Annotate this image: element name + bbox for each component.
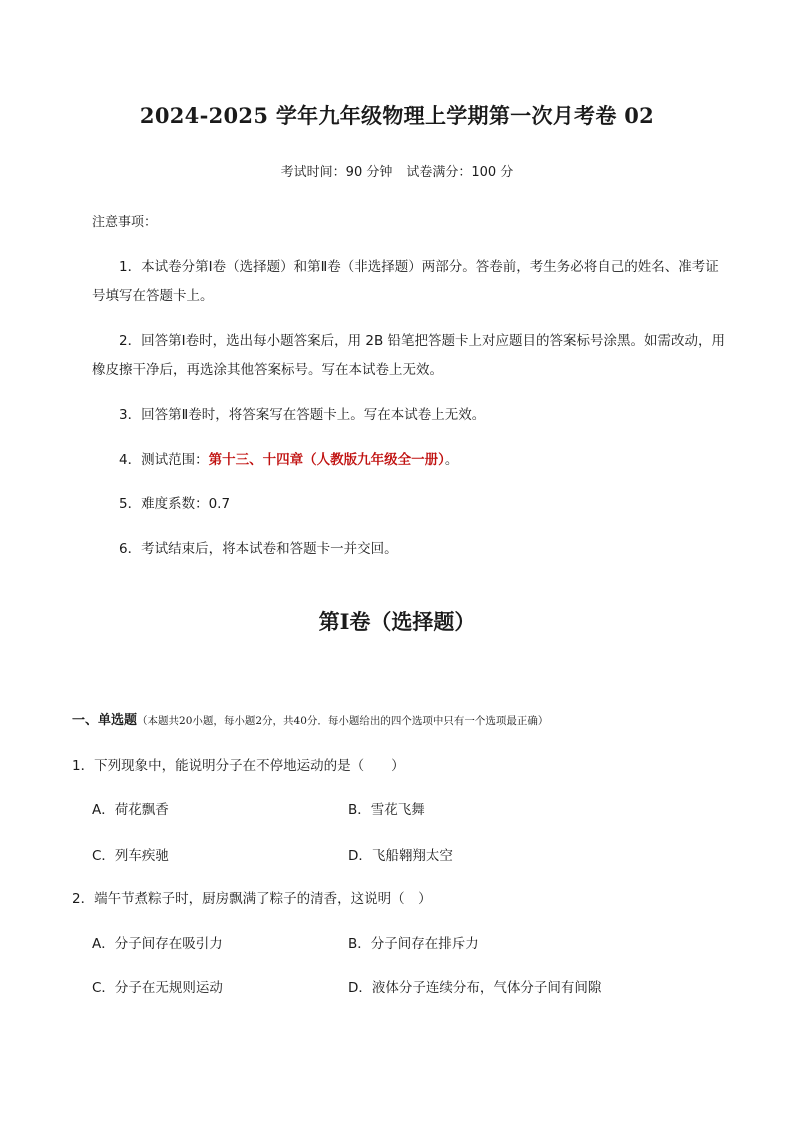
part-heading-label: 一、单选题 <box>72 713 138 728</box>
note-scope-prefix: 4．测试范围： <box>119 452 209 468</box>
section-title: 第Ⅰ卷（选择题） <box>318 609 476 634</box>
note-item-scope <box>92 446 732 475</box>
exam-full-score: 试卷满分：100 分 <box>406 165 514 180</box>
note-item: 3．回答第Ⅱ卷时，将答案写在答题卡上。写在本试卷上无效。 <box>119 407 486 423</box>
question-option: A．分子间存在吸引力 <box>92 936 223 952</box>
exam-info <box>0 161 794 180</box>
question-stem: 1．下列现象中，能说明分子在不停地运动的是（ ） <box>72 758 405 774</box>
note-item: 2．回答第Ⅰ卷时，选出每小题答案后，用 2B 铅笔把答题卡上对应题目的答案标号涂黑。如需改动，用橡皮擦干净后，再选涂其他答案标号。写在本试卷上无效。 <box>92 333 726 378</box>
part-heading <box>72 709 548 728</box>
exam-title: 2024-2025 学年九年级物理上学期第一次月考卷 02 <box>139 103 655 128</box>
question-option: D．液体分子连续分布，气体分子间有间隙 <box>348 980 602 996</box>
note-item: 1．本试卷分第Ⅰ卷（选择题）和第Ⅱ卷（非选择题）两部分。答卷前，考生务必将自己的姓名、准考证号填写在答题卡上。 <box>92 259 719 304</box>
question-option: A．荷花飘香 <box>92 802 169 818</box>
question-option: C．分子在无规则运动 <box>92 980 223 996</box>
note-item: 6．考试结束后，将本试卷和答题卡一并交回。 <box>119 541 398 557</box>
question-stem: 2．端午节煮粽子时，厨房飘满了粽子的清香，这说明（ ） <box>72 891 432 907</box>
note-scope-highlight: 第十三、十四章（人教版九年级全一册） <box>208 452 445 468</box>
part-heading-description: （本题共20小题，每小题2分，共40分．每小题给出的四个选项中只有一个选项最正确） <box>137 715 549 727</box>
note-item: 5．难度系数：0.7 <box>119 496 231 512</box>
question-option: D．飞船翱翔太空 <box>348 848 453 864</box>
notes-heading: 注意事项： <box>92 215 158 230</box>
question-option: C．列车疾驰 <box>92 848 169 864</box>
question-option: B．分子间存在排斥力 <box>348 936 479 952</box>
note-scope-suffix: 。 <box>444 452 459 468</box>
exam-time: 考试时间：90 分钟 <box>280 165 393 180</box>
question-option: B．雪花飞舞 <box>348 802 425 818</box>
